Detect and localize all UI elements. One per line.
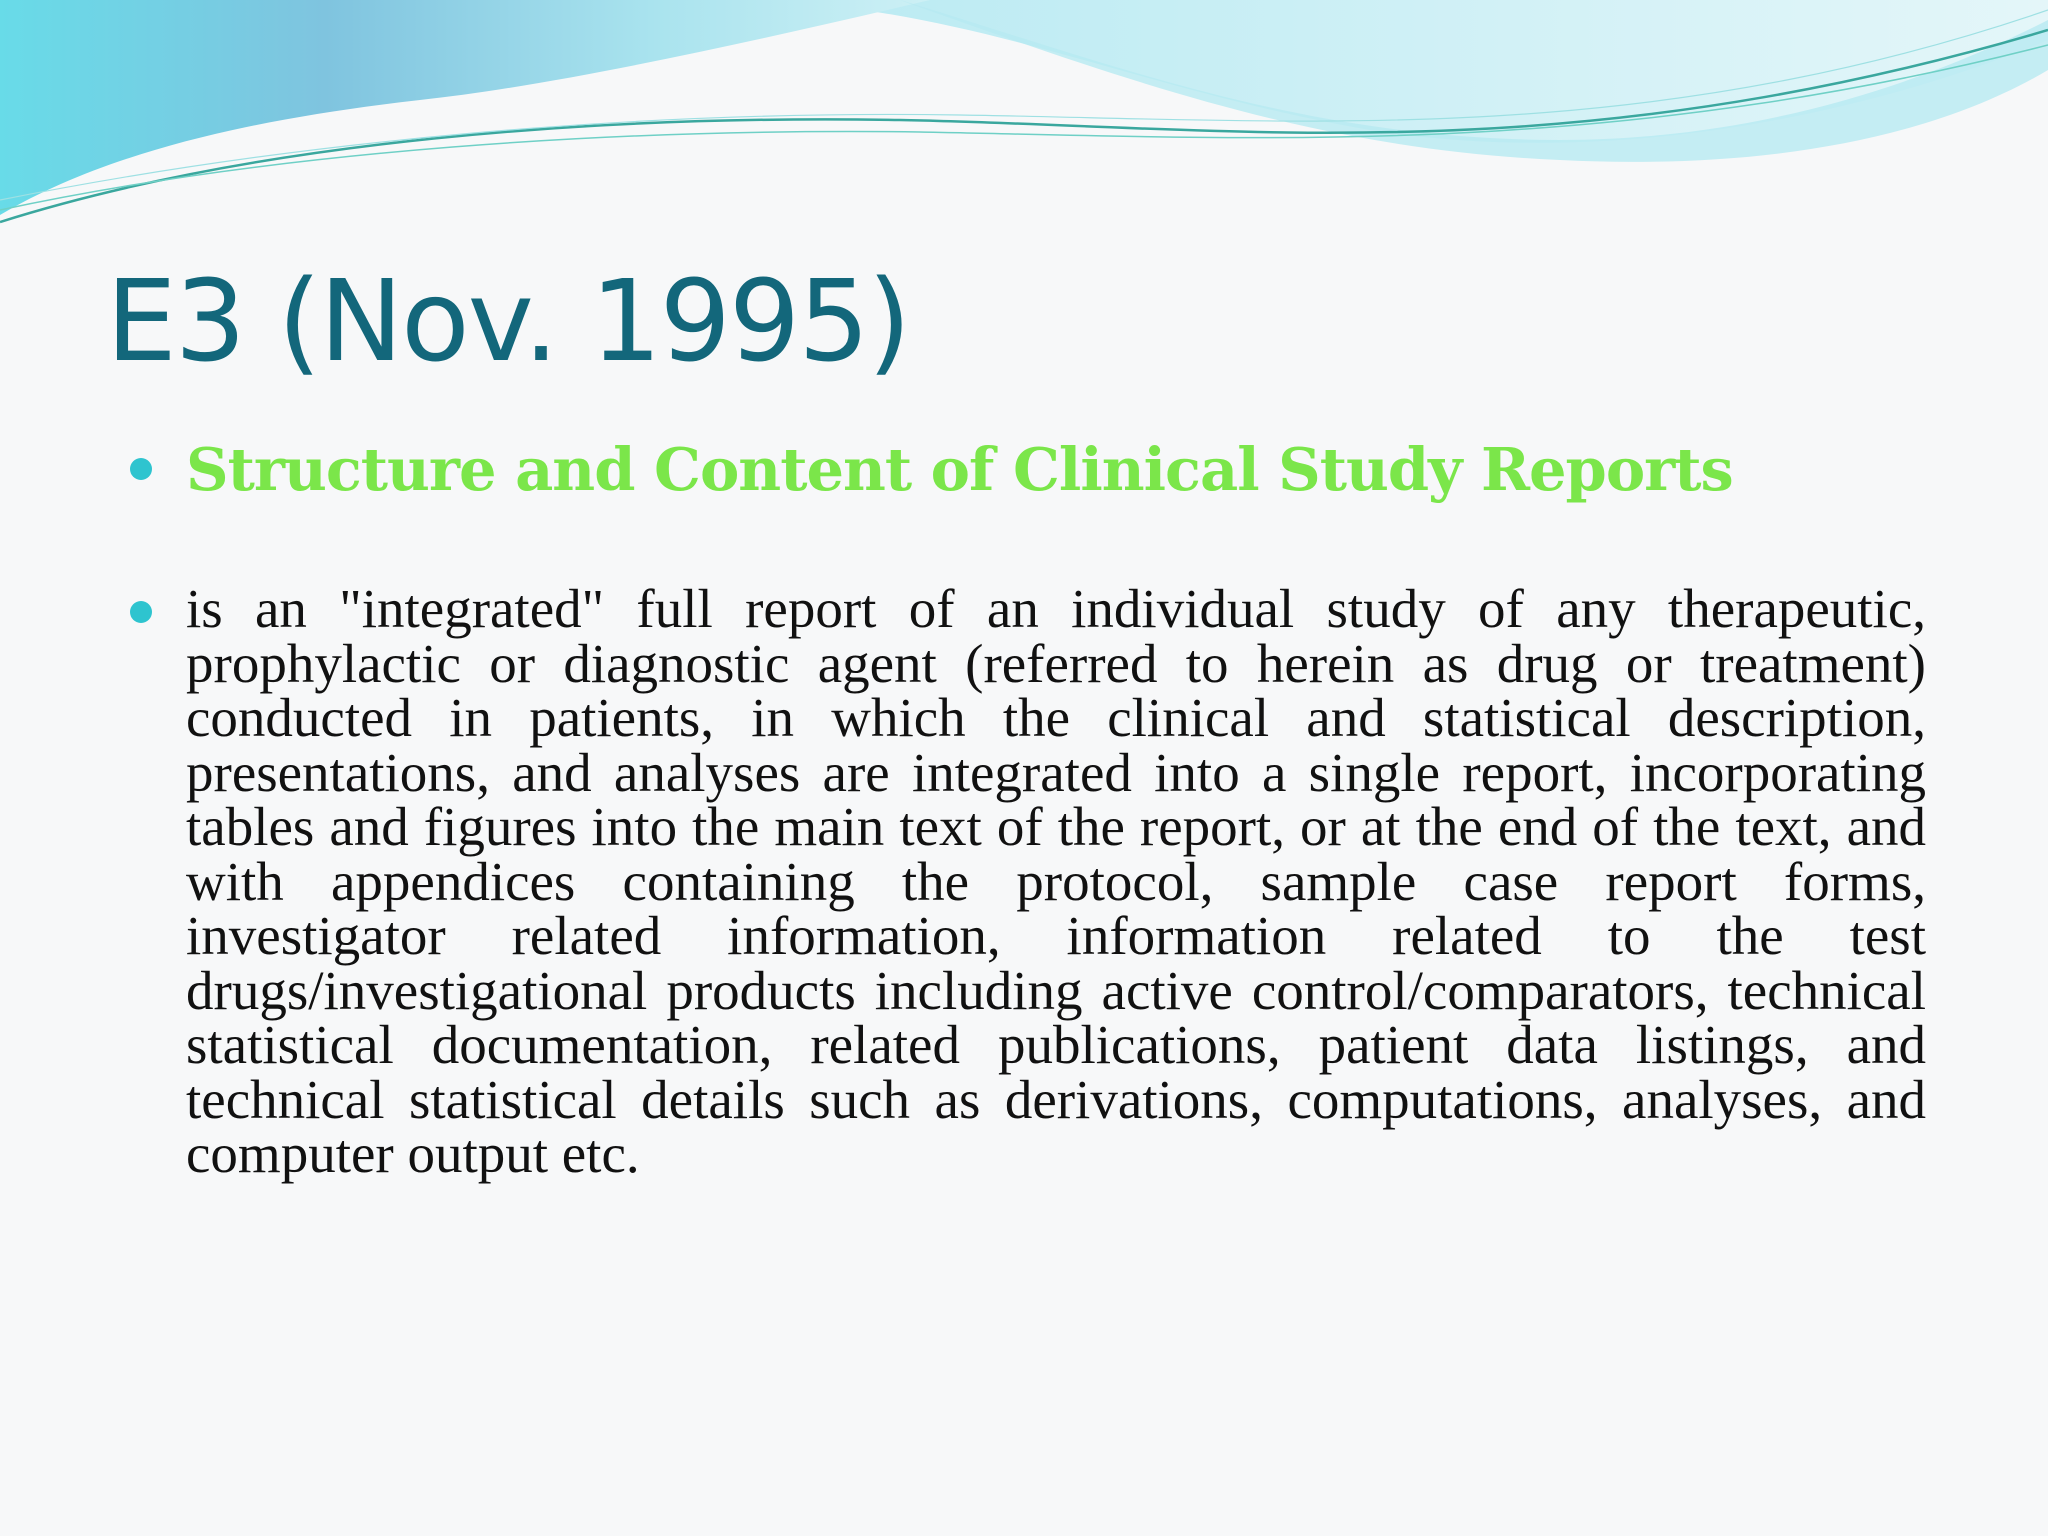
- bullet-heading-text: Structure and Content of Clinical Study Reports: [186, 435, 1733, 504]
- bullet-item-heading: [130, 430, 1926, 510]
- bullet-item-description: [130, 578, 1926, 1184]
- wave-band-left: [0, 0, 930, 215]
- decorative-wave-header: [0, 0, 2048, 240]
- bullet-list: [130, 430, 1926, 1182]
- slide-title: E3 (Nov. 1995): [106, 257, 910, 387]
- bullet-description-text: is an "integrated" full report of an individual study of any therapeutic, prophylactic or diagnostic agent (referred to herein as drug or treatment) conducted in patients, in which the clinical and statistical description, presentations, and analyses are integrated into a single report, incorporating tables and figures into the main text of the report, or at the end of the text, and with appendices containing the protocol, sample case report forms, investigator related information, information related to the test drugs/investigational products including active control/comparators, technical statistical documentation, related publications, patient data listings, and technical statistical details such as derivations, computations, analyses, and computer output etc.: [186, 578, 1926, 1184]
- bullet-dot-icon: [130, 601, 152, 623]
- bullet-dot-icon: [130, 458, 152, 480]
